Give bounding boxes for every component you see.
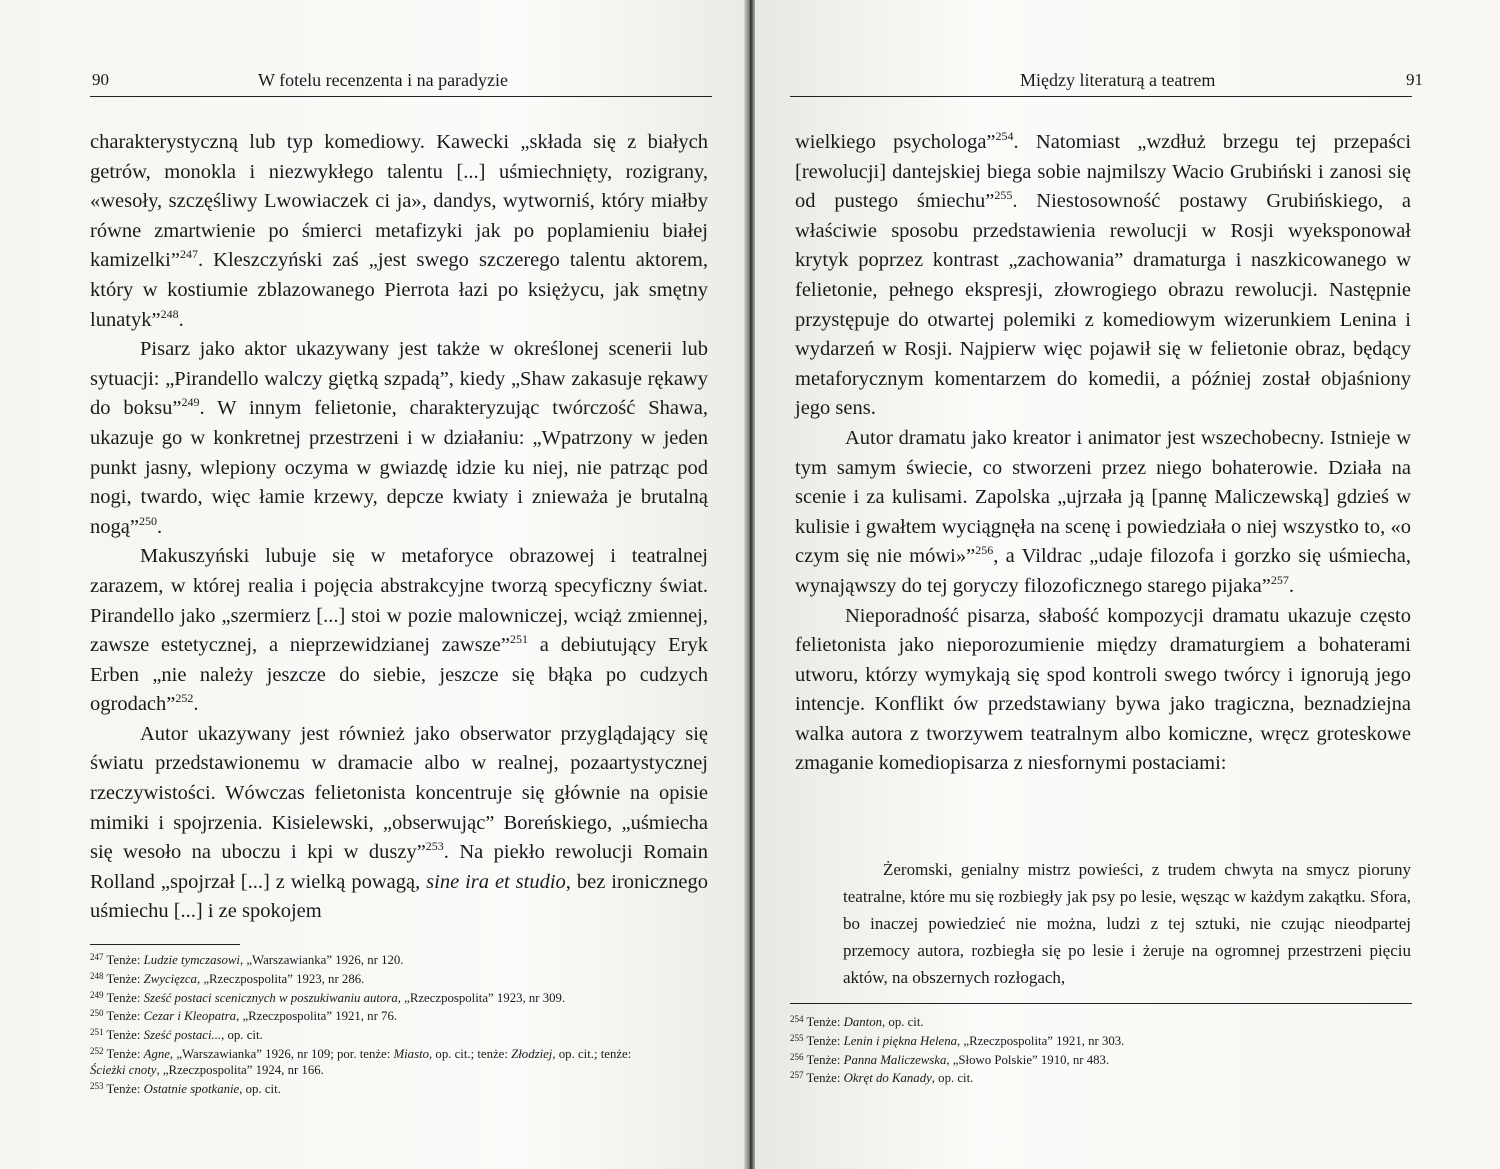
right-page-number: 91 <box>1406 70 1423 89</box>
footnote-ref: 253 <box>425 839 444 854</box>
footnote <box>90 1044 720 1063</box>
italic-text: Ostatnie spotkanie <box>143 1081 240 1096</box>
text-run: . Natomiast „wzdłuż brzegu tej przepaści [rewolucji] dantejskiej biega sobie najmilszy Wacio Grubiński i zanosi się od pustego śmiechu” <box>795 131 1412 213</box>
italic-text: Danton <box>843 1015 883 1029</box>
footnote <box>790 1012 1390 1031</box>
footnote <box>90 950 720 969</box>
italic-text: Ludzie tymczasowi <box>143 953 240 967</box>
italic-text: Okręt do Kanady <box>843 1071 932 1086</box>
text-run: , „Warszawianka” 1926, nr 109; por. tenże: <box>169 1046 394 1061</box>
text-run: . <box>1288 574 1294 597</box>
footnote-ref: 257 <box>1270 572 1289 587</box>
text-run: . Kleszczyński zaś „jest swego szczerego talentu aktorem, który w kostiumie zblazowanego Pierrota łazi po księżycu, jak smętny lunatyk” <box>90 249 708 331</box>
text-run: , „Rzeczpospolita” 1921, nr 303. <box>957 1033 1125 1048</box>
footnote <box>790 1050 1390 1069</box>
left-footnote-rule <box>90 944 240 945</box>
footnote-number: 247 <box>90 952 104 962</box>
text-run: Autor ukazywany jest również jako obserwator przyglądający się światu przedstawionemu w dramacie albo w realnej, pozaartystycznej rzeczywistości. Wówczas felietonista koncentruje się głównie na opisie mimiki i spojrzenia. Kisielewski, „obserwując” Boreńskiego, „uśmiecha się wesoło na uboczu i kpi w duszy” <box>90 722 708 864</box>
right-body-text <box>795 128 1411 779</box>
text-run: , op. cit. <box>882 1015 924 1029</box>
text-run: , op. cit. <box>239 1081 281 1096</box>
text-run: a debiutujący Eryk Erben „nie należy jeszcze do siebie, jeszcze się błąka po cudzych ogrodach” <box>90 634 708 716</box>
footnote-number: 256 <box>790 1051 804 1062</box>
left-body-text <box>90 128 708 927</box>
right-running-head: Między literaturą a teatrem <box>1020 70 1216 90</box>
paragraph <box>90 542 708 720</box>
italic-text: Miasto <box>393 1046 430 1061</box>
text-run: Tenże: <box>806 1071 844 1086</box>
italic-text: Ścieżki cnoty <box>90 1062 157 1077</box>
footnote <box>90 988 720 1007</box>
footnote <box>90 1006 720 1025</box>
text-run: , a Vildrac „udaje filozofa i gorzko się uśmiecha, wynająwszy do tej goryczy filozoficznego starego pijaka” <box>795 545 1411 597</box>
footnote-number: 249 <box>90 989 104 1000</box>
text-run: Tenże: <box>806 1033 844 1048</box>
text-run: , „Rzeczpospolita” 1924, nr 166. <box>156 1062 324 1077</box>
footnote-ref: 249 <box>181 395 200 410</box>
text-run: Makuszyński lubuje się w metaforyce obrazowej i teatralnej zarazem, w której realia i pojęcia abstrakcyjne tworzą specyficzny świat. Pirandello jako „szermierz [...] stoi w pozie malowniczej, wciąż zmiennej, zawsze estetycznej, a nieprzewidzianej zawsze” <box>90 545 708 657</box>
text-run: , bez ironicznego uśmiechu [...] i ze spokojem <box>90 870 708 923</box>
footnote-number: 251 <box>90 1027 104 1038</box>
text-run: . <box>193 693 199 716</box>
italic-text: Zwycięzca <box>143 971 197 986</box>
text-run: , op. cit. <box>931 1071 974 1086</box>
footnote <box>790 1068 1390 1087</box>
text-run: Tenże: <box>106 1028 144 1043</box>
footnote <box>90 969 720 988</box>
text-run: , „Rzeczpospolita” 1923, nr 286. <box>196 971 365 986</box>
footnote-ref: 256 <box>975 543 994 558</box>
left-page-number: 90 <box>92 70 109 89</box>
paragraph <box>795 602 1411 780</box>
italic-text: Cezar i Kleopatra <box>143 1009 237 1024</box>
text-run: Tenże: <box>106 953 144 967</box>
left-header-rule <box>90 96 712 97</box>
footnote-number: 252 <box>90 1045 104 1056</box>
text-run: , op. cit.; tenże: <box>429 1046 512 1061</box>
footnote-ref: 255 <box>994 188 1013 203</box>
italic-text: sine ira et studio <box>426 870 566 893</box>
footnote-ref: 251 <box>509 632 528 647</box>
footnote-ref: 252 <box>175 691 194 706</box>
text-run: , op. cit.; tenże: <box>552 1046 632 1061</box>
text-run: Tenże: <box>806 1015 844 1029</box>
text-run: Tenże: <box>106 990 144 1005</box>
text-run: Tenże: <box>106 1009 144 1024</box>
text-run: Tenże: <box>106 1046 144 1061</box>
italic-text: Agne <box>143 1046 170 1061</box>
right-footnote-rule <box>790 1003 1412 1004</box>
paragraph <box>90 128 708 335</box>
text-run: , „Rzeczpospolita” 1923, nr 309. <box>397 990 566 1005</box>
footnote-number: 248 <box>90 970 104 981</box>
footnote-ref: 250 <box>138 513 157 528</box>
right-footnotes <box>790 1012 1390 1087</box>
paragraph <box>795 424 1411 602</box>
text-run: Tenże: <box>806 1052 844 1067</box>
footnote-ref: 254 <box>995 129 1014 143</box>
footnote-number: 254 <box>790 1014 804 1024</box>
text-run: , „Warszawianka” 1926, nr 120. <box>239 953 404 967</box>
italic-text: Panna Maliczewska <box>843 1052 947 1067</box>
text-run: . Na piekło rewolucji Romain Rolland „spojrzał [...] z wielką powagą, <box>90 841 708 893</box>
text-run: . Niestosowność postawy Grubińskiego, a właściwie sposobu przedstawienia rewolucji w Rosji wyeksponował krytyk poprzez kontrast „zachowania” dramaturga i naszkicowanego w felietonie, pełnego ekspresji, złowrogiego obrazu rewolucji. Następnie przystępuje do otwartej polemiki z komediowym wizerunkiem Lenina i wydarzeń w Rosji. Najpierw więc pojawił się w felietonie obraz, będący metaforycznym komentarzem do komedii, a później został objaśniony jego sens. <box>795 190 1411 420</box>
text-run: Autor dramatu jako kreator i animator jest wszechobecny. Istnieje w tym samym świecie, co stworzeni przez niego bohaterowie. Działa na scenie i za kulisami. Zapolska „ujrzała ją [pannę Maliczewską] gdzieś w kulisie i gwałtem wyciągnęła na scenę i powiedziała o niej wszystko to, «o czym się nie mówi»” <box>795 426 1411 568</box>
text-run: charakterystyczną lub typ komediowy. Kawecki „składa się z białych getrów, monokla i niezwykłego talentu [...] uśmiechnięty, rozigrany, «wesoły, szczęśliwy Lwowiaczek ci ja», dandys, wytworniś, który miałby równe zmartwienie po śmierci metafizyki jak po poplamieniu białej kamizelki” <box>90 131 708 272</box>
left-page <box>0 0 745 1169</box>
text-run: Pisarz jako aktor ukazywany jest także w określonej scenerii lub sytuacji: „Pirandello walczy giętką szpadą”, kiedy „Shaw zakasuje rękawy do boksu” <box>90 338 708 420</box>
text-run: Nieporadność pisarza, słabość kompozycji dramatu ukazuje często felietonista jako nieporozumienie między dramaturgiem a bohaterami utworu, którzy wymykają się spod kontroli swego twórcy i ignorują jego intencje. Konflikt ów przedstawiany bywa jako tragiczna, beznadziejna walka autora z tworzywem teatralnym albo komiczne, wręcz groteskowe zmaganie komediopisarza z niesfornymi postaciami: <box>795 604 1411 775</box>
text-run: , op. cit. <box>221 1028 263 1043</box>
block-quote-text: Żeromski, genialny mistrz powieści, z trudem chwyta na smycz pioruny teatralne, które mu się rozbiegły jak psy po lesie, węsząc w każdym zakątku. Sfora, bo inaczej powiedzieć nie można, ludzi z tej sztuki, nie czując nieodpartej przemocy autora, rozbiegła się po lesie i żeruje na ogromnej przestrzeni pięciu aktów, na obszernych rozłogach, <box>843 860 1411 987</box>
footnote-continuation <box>90 1063 720 1079</box>
right-page-header <box>790 70 1423 96</box>
text-run: . W innym felietonie, charakteryzując twórczość Shawa, ukazuje go w konkretnej przestrzeni i w działaniu: „Wpatrzony w jeden punkt jasny, wlepiony oczyma w gwiazdę idzie ku niej, nie patrząc pod nogi, twardo, więc łamie krzewy, depcze kwiaty i znieważa je brutalną nogą” <box>90 397 709 538</box>
footnote-number: 250 <box>90 1008 104 1019</box>
italic-text: Sześć postaci... <box>143 1028 222 1043</box>
paragraph <box>90 335 708 542</box>
italic-text: Lenin i piękna Helena <box>843 1033 957 1048</box>
left-running-head: W fotelu recenzenta i na paradyzie <box>258 70 509 90</box>
footnote-number: 257 <box>790 1070 804 1081</box>
text-run: wielkiego psychologa” <box>795 131 996 153</box>
footnote <box>790 1031 1390 1050</box>
left-page-header <box>92 70 712 96</box>
footnote-number: 255 <box>790 1032 804 1043</box>
italic-text: Złodziej <box>511 1046 553 1061</box>
text-run: , „Słowo Polskie” 1910, nr 483. <box>946 1052 1110 1067</box>
footnote <box>90 1025 720 1044</box>
footnote-ref: 247 <box>179 247 198 262</box>
right-page <box>755 0 1500 1169</box>
footnote-number: 253 <box>90 1080 104 1091</box>
text-run: Tenże: <box>106 1081 144 1096</box>
right-header-rule <box>790 96 1412 97</box>
paragraph <box>90 720 708 927</box>
footnote-ref: 248 <box>160 306 179 321</box>
text-run: Tenże: <box>106 971 144 986</box>
left-footnotes <box>90 950 720 1097</box>
paragraph <box>795 128 1411 424</box>
text-run: , „Rzeczpospolita” 1921, nr 76. <box>236 1009 398 1024</box>
footnote <box>90 1079 720 1098</box>
block-quote <box>843 856 1411 991</box>
italic-text: Sześć postaci scenicznych w poszukiwaniu autora <box>143 990 398 1005</box>
text-run: . <box>178 308 184 331</box>
text-run: . <box>156 515 163 538</box>
